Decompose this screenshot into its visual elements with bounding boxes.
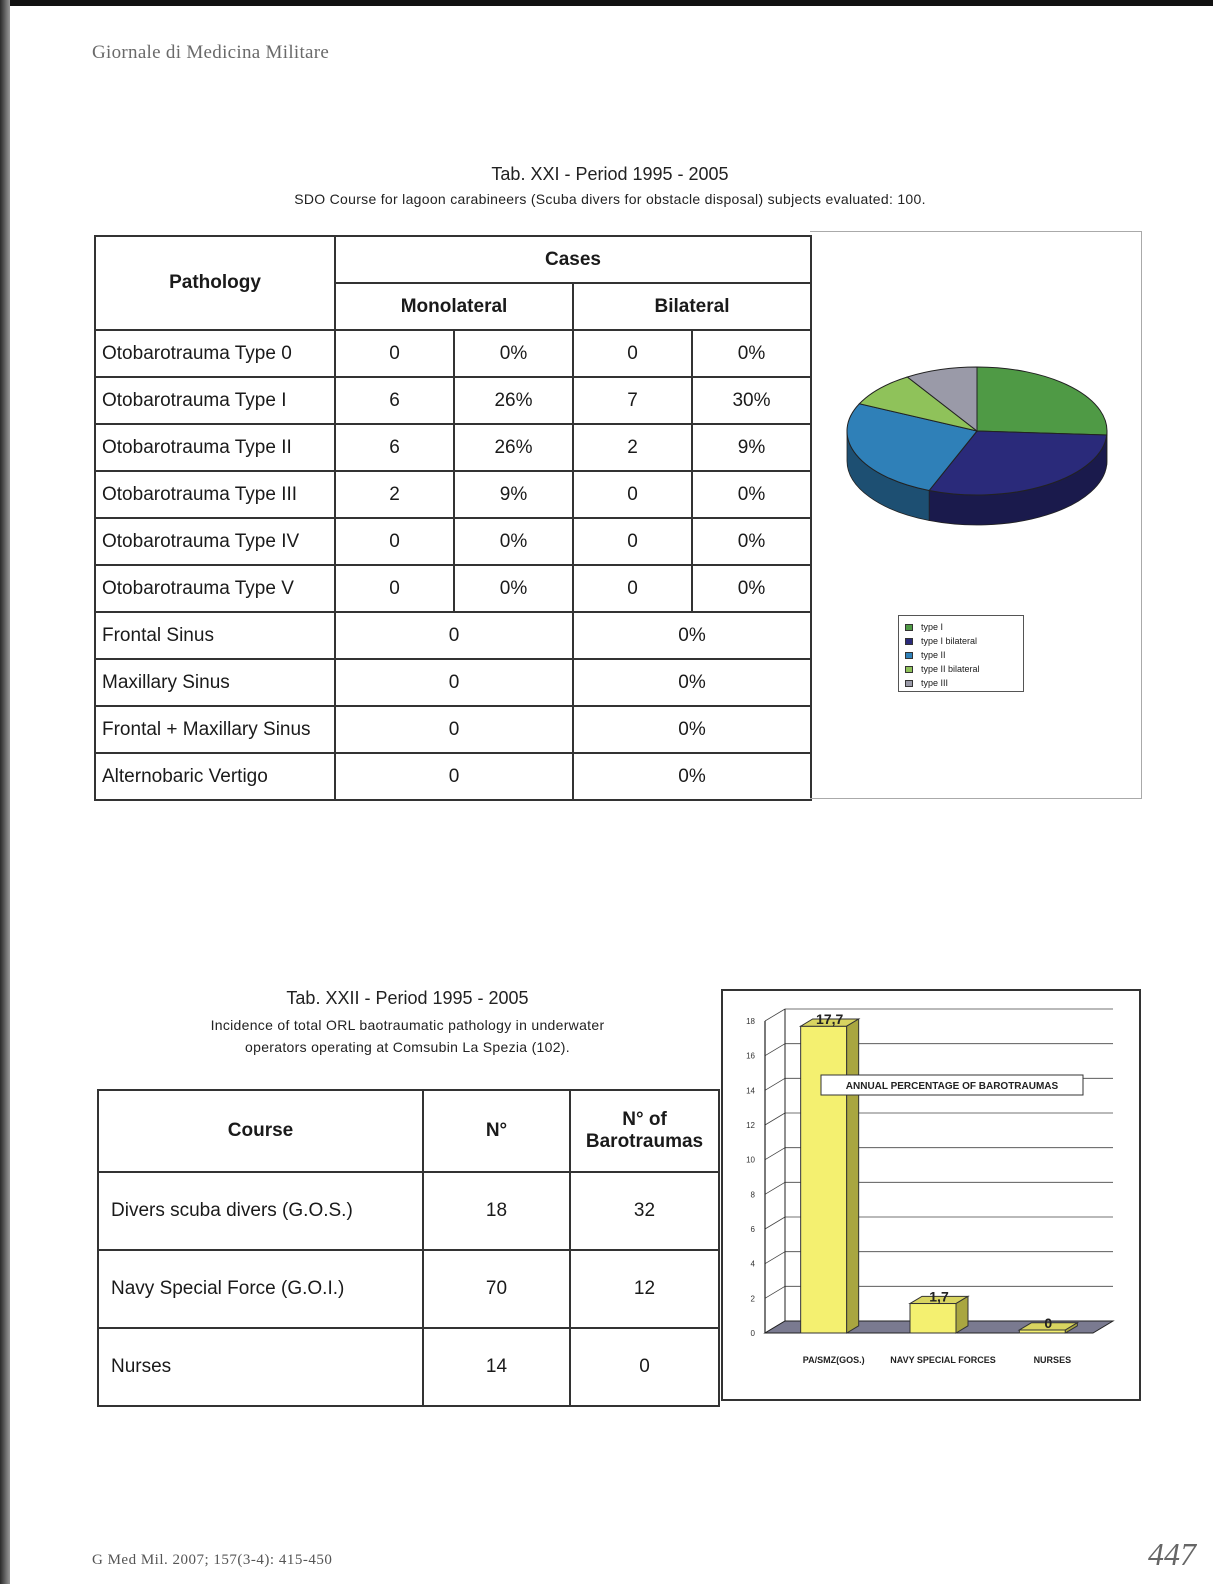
page-gutter [0,0,10,1584]
table-row [95,659,811,706]
y-tick-label: 16 [746,1051,755,1061]
course-name: Navy Special Force (G.O.I.) [98,1250,423,1328]
header-barotraumas-line2: Barotraumas [585,1131,704,1152]
y-tick-label: 14 [746,1086,755,1096]
top-edge [0,0,1213,6]
table-row [95,565,811,612]
bi-percent: 0% [692,330,811,377]
chart-title: ANNUAL PERCENTAGE OF BAROTRAUMAS [845,1081,1059,1092]
gridline-side [765,1044,785,1056]
course-count: 14 [423,1328,570,1406]
header-course: Course [98,1090,423,1172]
mono-count: 0 [335,518,454,565]
mono-percent: 9% [454,471,573,518]
table-row [95,706,811,753]
table-row [95,518,811,565]
bi-count: 0 [573,565,692,612]
legend-swatch [905,624,913,631]
merged-percent: 0% [573,753,811,800]
merged-count: 0 [335,612,573,659]
mono-count: 6 [335,377,454,424]
mono-percent: 0% [454,565,573,612]
mono-percent: 26% [454,424,573,471]
pie-chart-panel [810,231,1142,799]
bar-chart-panel [721,989,1141,1401]
header-bilateral: Bilateral [573,283,811,330]
header-monolateral: Monolateral [335,283,573,330]
bar-side [847,1019,859,1333]
table-row [95,424,811,471]
merged-count: 0 [335,753,573,800]
course-count: 18 [423,1172,570,1250]
pie-legend [898,615,1024,692]
legend-swatch [905,680,913,687]
table-row [95,612,811,659]
mono-percent: 26% [454,377,573,424]
journal-title: Giornale di Medicina Militare [92,42,330,63]
bi-percent: 0% [692,565,811,612]
header-barotraumas [570,1090,719,1172]
merged-count: 0 [335,659,573,706]
header-n: N° [423,1090,570,1172]
y-tick-label: 2 [750,1294,755,1304]
bi-count: 0 [573,330,692,377]
mono-count: 6 [335,424,454,471]
legend-item [905,634,1023,648]
bar [801,1026,847,1333]
table-row [98,1250,719,1328]
gridline-side [765,1113,785,1125]
course-barotraumas: 0 [570,1328,719,1406]
header-barotraumas-line1: N° of [622,1109,667,1130]
gridline-side [765,1182,785,1194]
legend-item [905,676,1023,690]
merged-percent: 0% [573,612,811,659]
row-label: Otobarotrauma Type II [95,424,335,471]
tab21-caption-line1: Tab. XXI - Period 1995 - 2005 [491,164,729,184]
pie-chart [810,232,1141,798]
bar-value-label: 17,7 [816,1011,844,1028]
row-label: Frontal + Maxillary Sinus [95,706,335,753]
row-label: Maxillary Sinus [95,659,335,706]
legend-label: type I bilateral [921,636,978,646]
mono-count: 0 [335,330,454,377]
table-row [98,1328,719,1406]
table-row [95,330,811,377]
legend-swatch [905,652,913,659]
merged-percent: 0% [573,659,811,706]
bi-count: 7 [573,377,692,424]
legend-item [905,648,1023,662]
tab22-caption-line1: Tab. XXII - Period 1995 - 2005 [286,988,529,1008]
y-tick-label: 4 [750,1259,755,1269]
gridline-side [765,1078,785,1090]
tab22-caption [100,988,715,1055]
legend-item [905,620,1023,634]
mono-count: 0 [335,565,454,612]
y-tick-label: 18 [746,1017,755,1026]
bi-percent: 9% [692,424,811,471]
y-tick-label: 10 [746,1155,755,1165]
y-tick-label: 8 [750,1190,755,1200]
row-label: Otobarotrauma Type III [95,471,335,518]
bi-percent: 30% [692,377,811,424]
gridline-side [765,1217,785,1229]
row-label: Otobarotrauma Type V [95,565,335,612]
category-label: NAVY SPECIAL FORCES [890,1355,996,1365]
legend-label: type II [921,650,946,660]
gridline-side [765,1009,785,1021]
table-row [95,471,811,518]
category-label: NURSES [1033,1355,1072,1365]
legend-label: type I [921,622,944,632]
gridline-side [765,1252,785,1264]
merged-percent: 0% [573,706,811,753]
tab22-caption-line2: Incidence of total ORL baotraumatic pathology in underwater [210,1017,605,1033]
course-name: Nurses [98,1328,423,1406]
table-row [98,1172,719,1250]
merged-count: 0 [335,706,573,753]
course-name: Divers scuba divers (G.O.S.) [98,1172,423,1250]
tab22-caption-line3: operators operating at Comsubin La Spezia (102). [245,1039,570,1055]
header-cases: Cases [335,236,811,283]
pie-slice [977,367,1107,435]
bar-value-label: 0 [1044,1315,1053,1331]
bi-count: 0 [573,471,692,518]
legend-item [905,662,1023,676]
tab21-caption [170,164,1050,207]
table-row [95,377,811,424]
legend-swatch [905,638,913,645]
bi-percent: 0% [692,471,811,518]
course-count: 70 [423,1250,570,1328]
bi-count: 0 [573,518,692,565]
legend-swatch [905,666,913,673]
tab21-caption-line2: SDO Course for lagoon carabineers (Scuba divers for obstacle disposal) subjects evaluated: 100. [294,191,926,207]
bar [910,1304,956,1333]
mono-count: 2 [335,471,454,518]
mono-percent: 0% [454,518,573,565]
legend-label: type III [921,678,949,688]
row-label: Otobarotrauma Type I [95,377,335,424]
gridline-side [765,1286,785,1298]
table-row [95,753,811,800]
y-tick-label: 12 [746,1121,755,1130]
row-label: Otobarotrauma Type IV [95,518,335,565]
row-label: Frontal Sinus [95,612,335,659]
course-barotraumas: 12 [570,1250,719,1328]
legend-label: type II bilateral [921,664,980,674]
tab21-table [94,235,812,801]
course-barotraumas: 32 [570,1172,719,1250]
row-label: Alternobaric Vertigo [95,753,335,800]
gridline-side [765,1148,785,1160]
mono-percent: 0% [454,330,573,377]
bi-percent: 0% [692,518,811,565]
header-pathology: Pathology [95,236,335,330]
row-label: Otobarotrauma Type 0 [95,330,335,377]
bar-chart [723,991,1139,1399]
y-tick-label: 0 [750,1329,755,1338]
y-tick-label: 6 [750,1225,755,1234]
bar-value-label: 1,7 [929,1288,949,1305]
footer-citation: G Med Mil. 2007; 157(3-4): 415-450 [92,1552,333,1568]
tab22-table [97,1089,720,1407]
page-number: 447 [1148,1536,1196,1572]
category-label: PA/SMZ(GOS.) [802,1355,865,1365]
bi-count: 2 [573,424,692,471]
